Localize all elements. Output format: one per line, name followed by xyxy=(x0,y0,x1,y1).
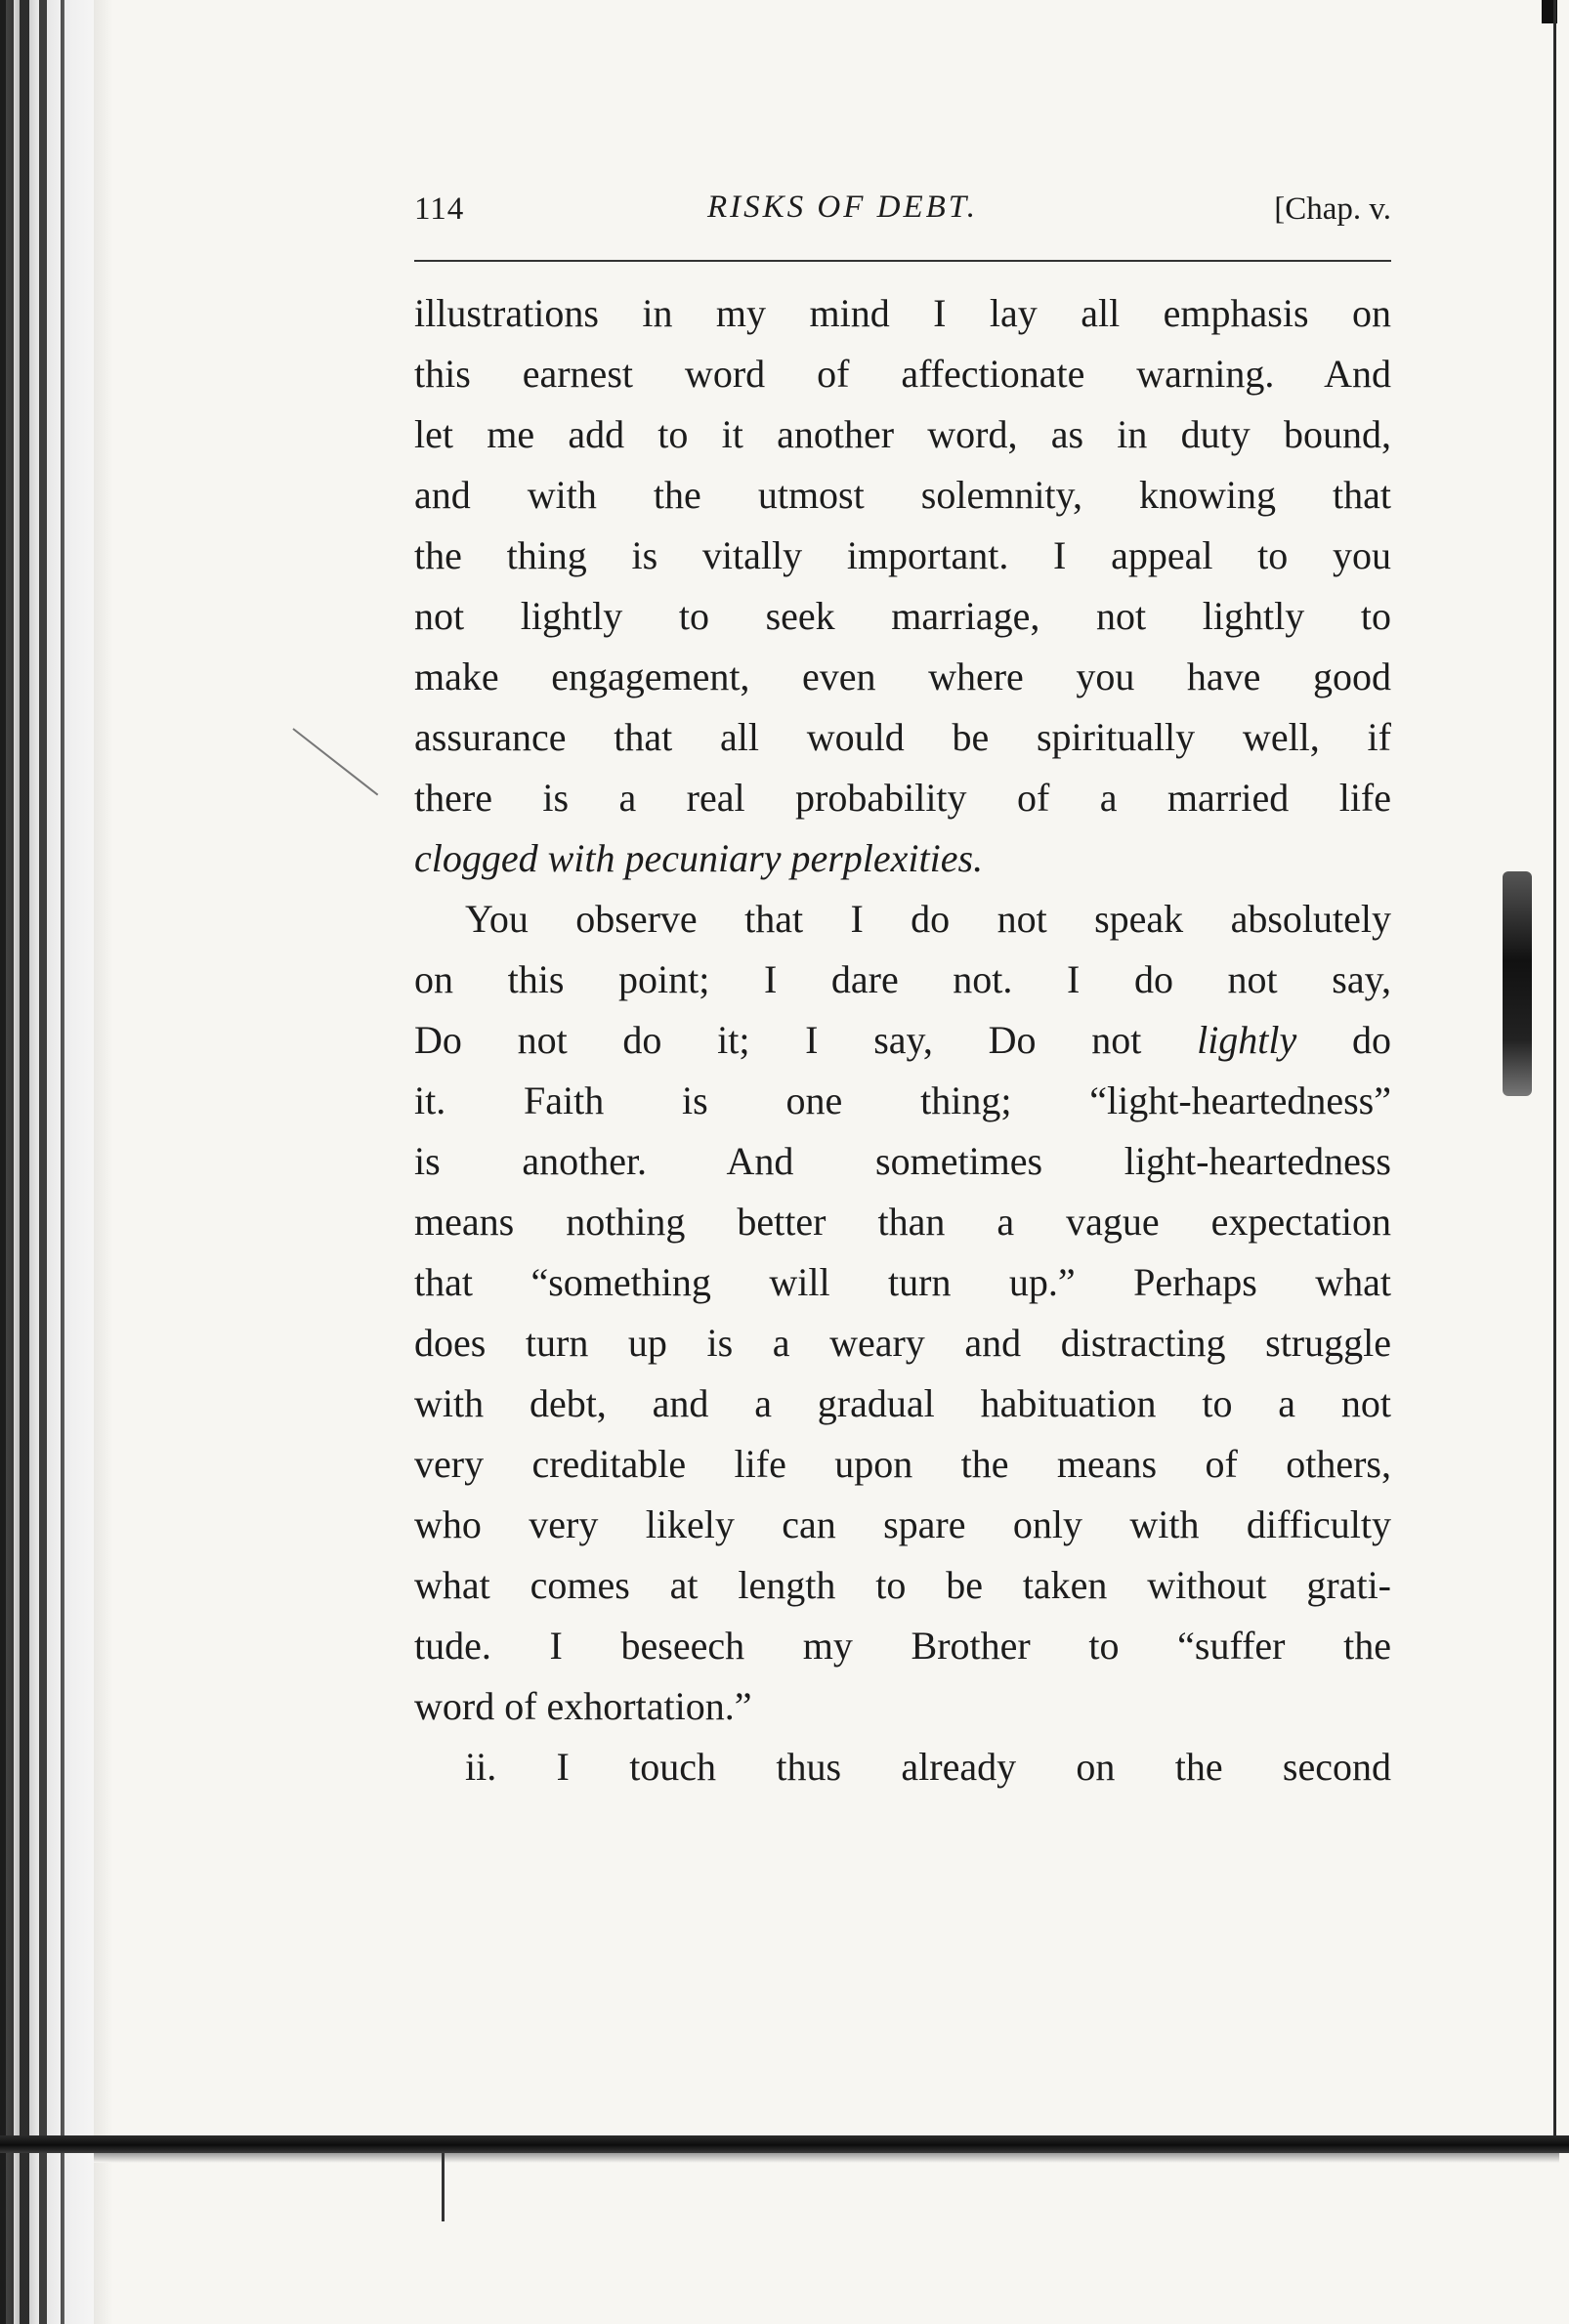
scan-edge-blot xyxy=(1503,871,1532,1096)
text-run: make engagement, even where you have good xyxy=(414,655,1391,698)
text-run: assurance that all would be spiritually well, if xyxy=(414,715,1391,759)
text-line xyxy=(414,889,1391,950)
text-run: ii. I touch thus already on the second xyxy=(465,1745,1391,1789)
text-run: not lightly to seek marriage, not lightly to xyxy=(414,594,1391,638)
text-line xyxy=(414,1676,1391,1737)
text-run: is another. And sometimes light-heartedness xyxy=(414,1139,1391,1183)
running-head xyxy=(414,184,1391,238)
text-line xyxy=(414,1373,1391,1434)
text-run: the thing is vitally important. I appeal to you xyxy=(414,533,1391,577)
text-run: this earnest word of affectionate warning. And xyxy=(414,352,1391,396)
text-line xyxy=(414,647,1391,707)
text-line xyxy=(414,768,1391,828)
scan-bottom-shadow xyxy=(94,2153,1559,2163)
scan-stray-mark xyxy=(292,728,378,795)
text-run: illustrations in my mind I lay all emphasis on xyxy=(414,291,1391,335)
text-line xyxy=(414,586,1391,647)
text-run: means nothing better than a vague expectation xyxy=(414,1200,1391,1244)
scan-bottom-tick xyxy=(442,2153,445,2221)
text-line xyxy=(414,1131,1391,1192)
text-line xyxy=(414,526,1391,586)
scan-binding-shadow xyxy=(94,0,113,2324)
text-line xyxy=(414,1616,1391,1676)
text-run: who very likely can spare only with difficulty xyxy=(414,1502,1391,1546)
text-run: that “something will turn up.” Perhaps what xyxy=(414,1260,1391,1304)
text-run: very creditable life upon the means of others, xyxy=(414,1442,1391,1486)
text-run: let me add to it another word, as in duty bound, xyxy=(414,412,1391,456)
text-line xyxy=(414,950,1391,1010)
text-run: on this point; I dare not. I do not say, xyxy=(414,957,1391,1001)
page-number: 114 xyxy=(414,191,465,227)
text-run: tude. I beseech my Brother to “suffer the xyxy=(414,1624,1391,1668)
text-line xyxy=(414,1313,1391,1373)
italic-text: clogged with pecuniary perplexities. xyxy=(414,836,984,880)
text-run: word of exhortation.” xyxy=(414,1684,752,1728)
running-title: RISKS OF DEBT. xyxy=(707,190,978,225)
text-run: do xyxy=(1296,1018,1392,1062)
text-line xyxy=(414,1495,1391,1555)
body-text xyxy=(414,283,1391,1797)
text-run: and with the utmost solemnity, knowing that xyxy=(414,473,1391,517)
scan-bottom-edge xyxy=(0,2135,1569,2153)
text-line xyxy=(414,1434,1391,1495)
text-line xyxy=(414,344,1391,404)
text-line xyxy=(414,1555,1391,1616)
text-run: Do not do it; I say, Do not xyxy=(414,1018,1198,1062)
text-run: what comes at length to be taken without grati- xyxy=(414,1563,1391,1607)
text-line xyxy=(414,1192,1391,1252)
text-run: it. Faith is one thing; “light-heartedness” xyxy=(414,1078,1391,1122)
header-rule xyxy=(414,260,1391,262)
text-run: with debt, and a gradual habituation to a not xyxy=(414,1381,1391,1425)
text-run: does turn up is a weary and distracting struggle xyxy=(414,1321,1391,1365)
scan-binding-edge xyxy=(0,0,94,2324)
text-line xyxy=(414,1252,1391,1313)
scan-right-edge xyxy=(1553,0,1556,2149)
text-line xyxy=(414,828,1391,889)
text-line xyxy=(414,1071,1391,1131)
text-run: there is a real probability of a married life xyxy=(414,776,1391,820)
text-line xyxy=(414,283,1391,344)
text-line xyxy=(414,1737,1391,1797)
chapter-reference: [Chap. v. xyxy=(1274,191,1391,227)
text-line xyxy=(414,404,1391,465)
text-line xyxy=(414,707,1391,768)
text-line xyxy=(414,1010,1391,1071)
italic-text: lightly xyxy=(1197,1018,1297,1062)
text-run: You observe that I do not speak absolutely xyxy=(465,897,1391,941)
text-line xyxy=(414,465,1391,526)
